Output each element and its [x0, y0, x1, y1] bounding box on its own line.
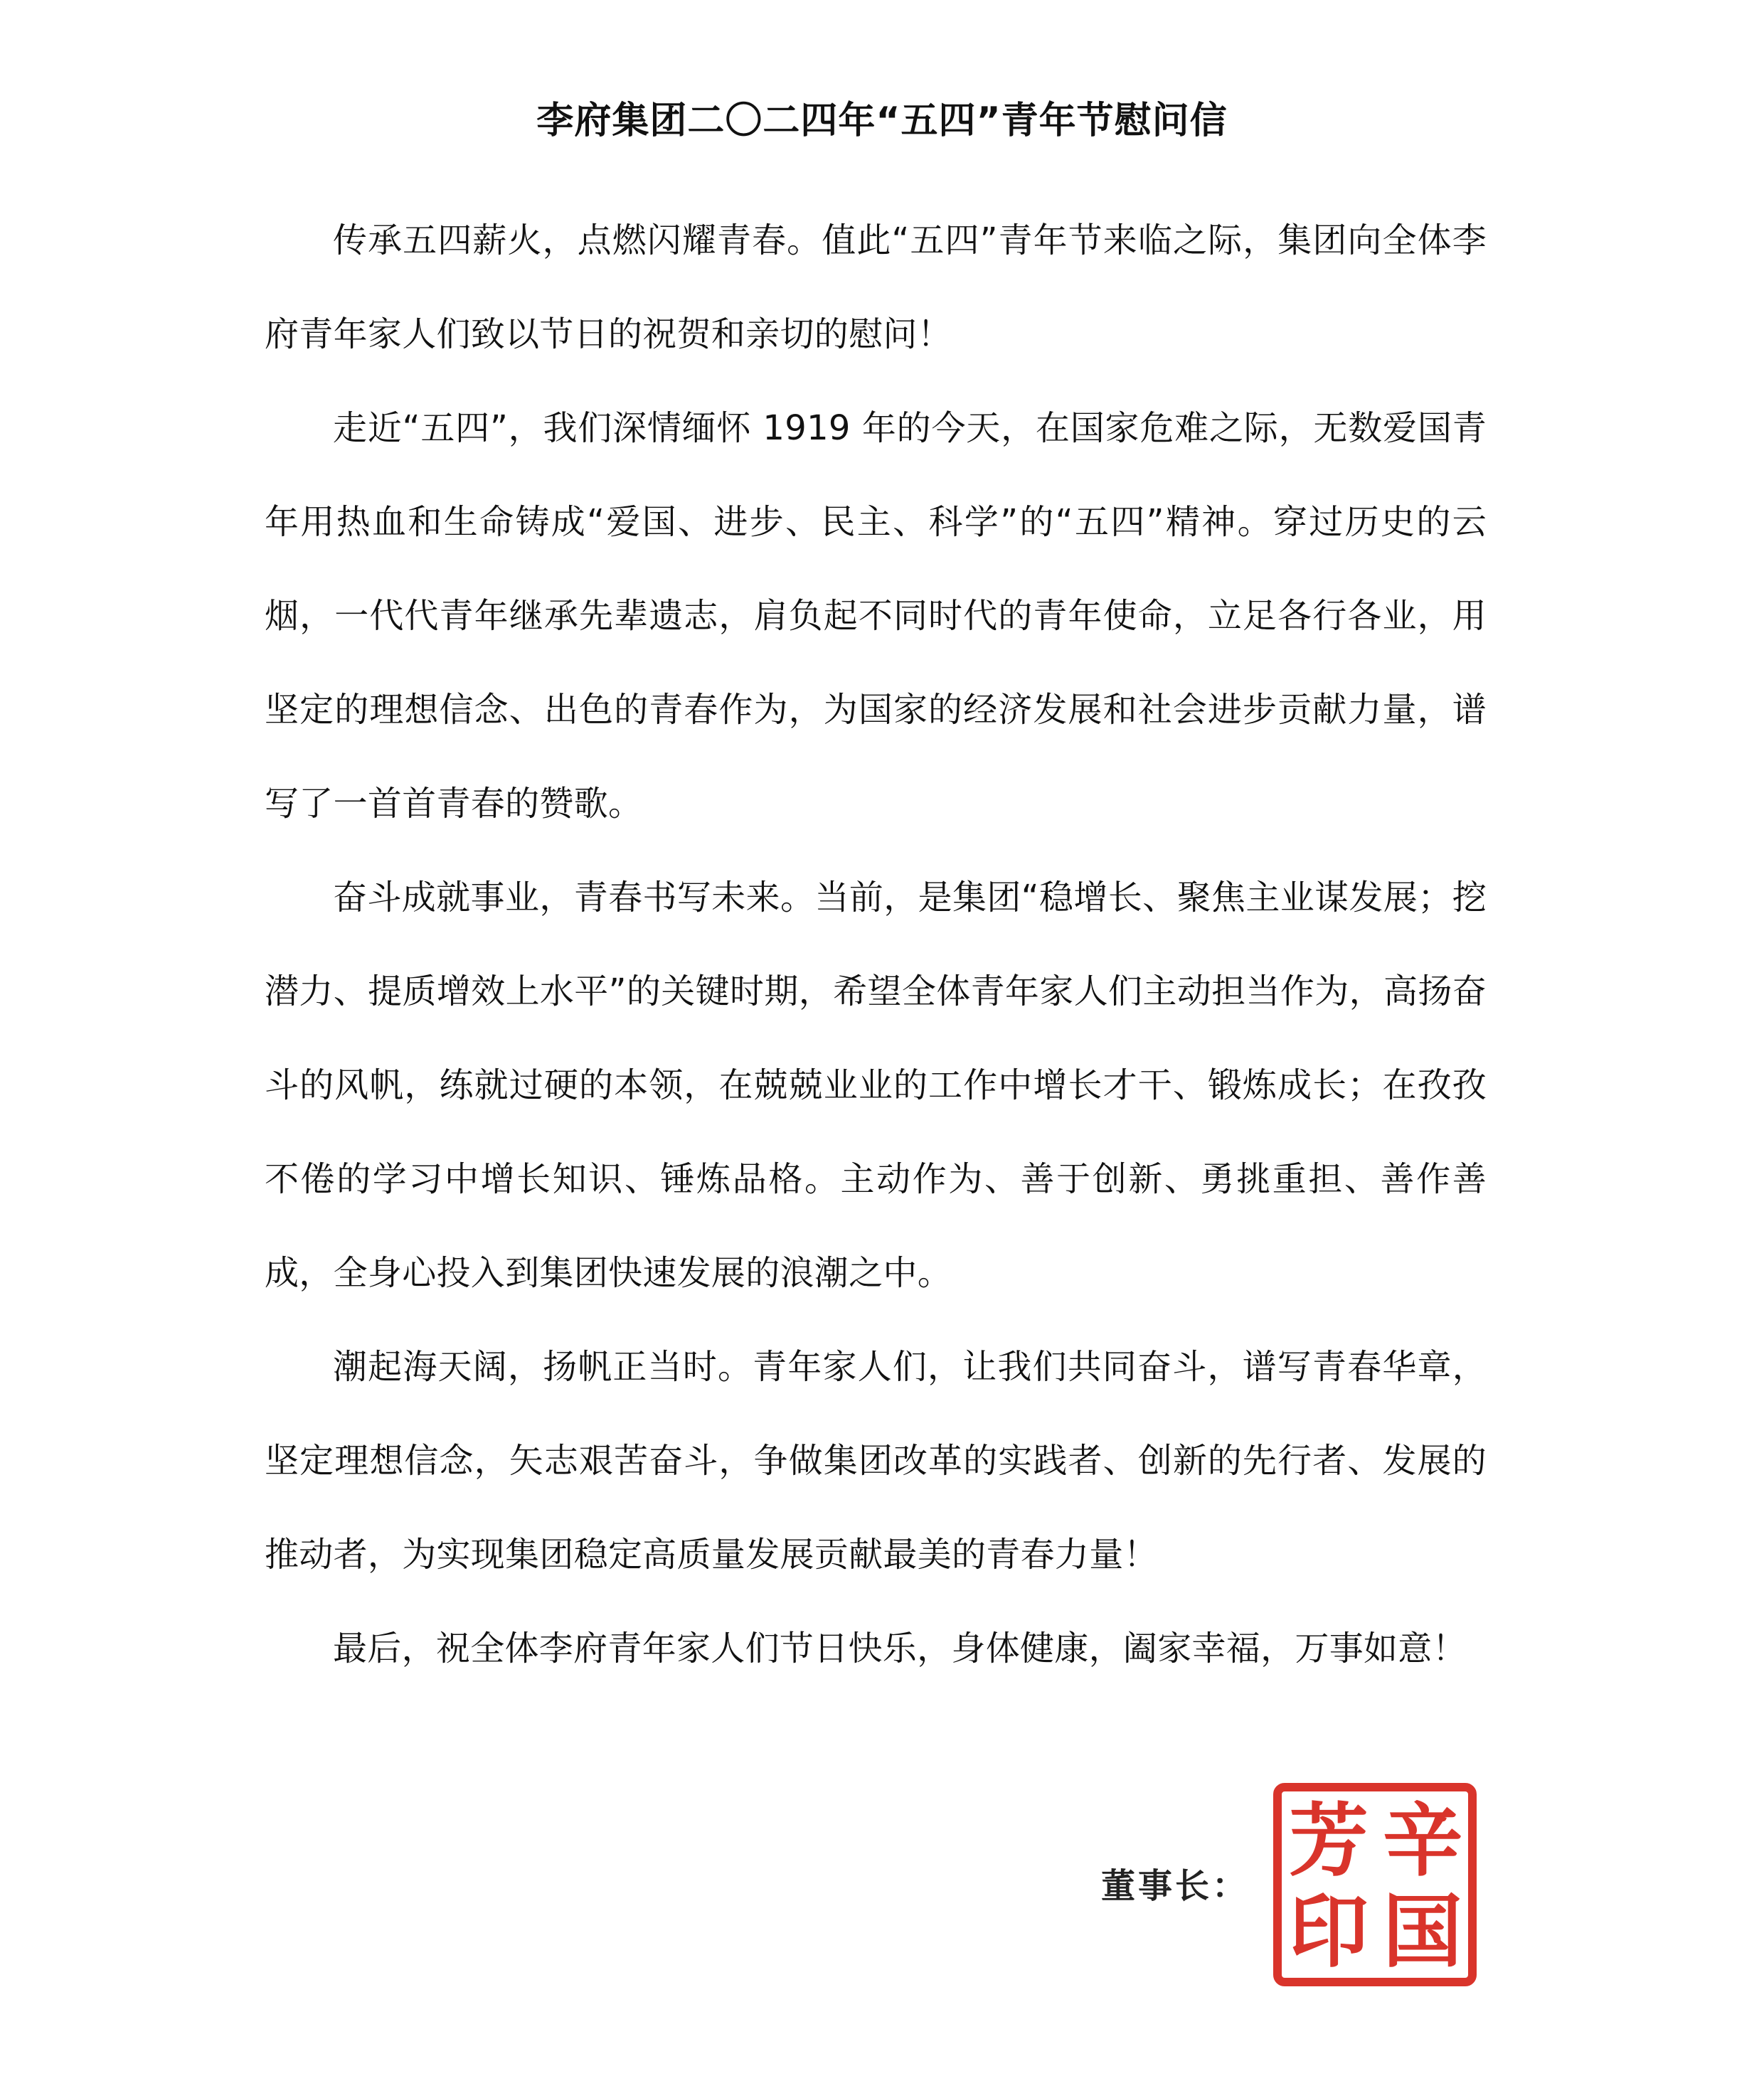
paragraph-1: 传承五四薪火，点燃闪耀青春。值此“五四”青年节来临之际，集团向全体李府青年家人们致以节日的祝贺和亲切的慰问！ — [265, 220, 1487, 354]
paragraph-5: 最后，祝全体李府青年家人们节日快乐，身体健康，阖家幸福，万事如意！ — [333, 1629, 1467, 1668]
svg-text:芳: 芳 — [1289, 1795, 1369, 1887]
svg-text:国: 国 — [1383, 1886, 1462, 1979]
letter-body — [265, 193, 1487, 1695]
signature-label: 董事长： — [1101, 1866, 1250, 1906]
paragraph-4: 潮起海天阔，扬帆正当时。青年家人们，让我们共同奋斗，谱写青春华章，坚定理想信念，矢志艰苦奋斗，争做集团改革的实践者、创新的先行者、发展的推动者，为实现集团稳定高质量发展贡献最美的青春力量！ — [265, 1347, 1487, 1575]
letter-title: 李府集团二〇二四年“五四”青年节慰问信 — [536, 100, 1228, 142]
svg-text:辛: 辛 — [1383, 1795, 1462, 1887]
svg-text:印: 印 — [1289, 1886, 1369, 1979]
paragraph-2: 走近“五四”，我们深情缅怀 1919 年的今天，在国家危难之际，无数爱国青年用热血和生命铸成“爱国、进步、民主、科学”的“五四”精神。穿过历史的云烟，一代代青年继承先辈遗志，肩负起不同时代的青年使命，立足各行各业，用坚定的理想信念、出色的青春作为，为国家的经济发展和社会进步贡献力量，谱写了一首首青春的赞歌。 — [265, 408, 1487, 824]
chairman-seal — [1272, 1782, 1478, 1988]
paragraph-3: 奋斗成就事业，青春书写未来。当前，是集团“稳增长、聚焦主业谋发展；挖潜力、提质增效上水平”的关键时期，希望全体青年家人们主动担当作为，高扬奋斗的风帆，练就过硬的本领，在兢兢业业的工作中增长才干、锻炼成长；在孜孜不倦的学习中增长知识、锤炼品格。主动作为、善于创新、勇挑重担、善作善成，全身心投入到集团快速发展的浪潮之中。 — [265, 878, 1487, 1293]
